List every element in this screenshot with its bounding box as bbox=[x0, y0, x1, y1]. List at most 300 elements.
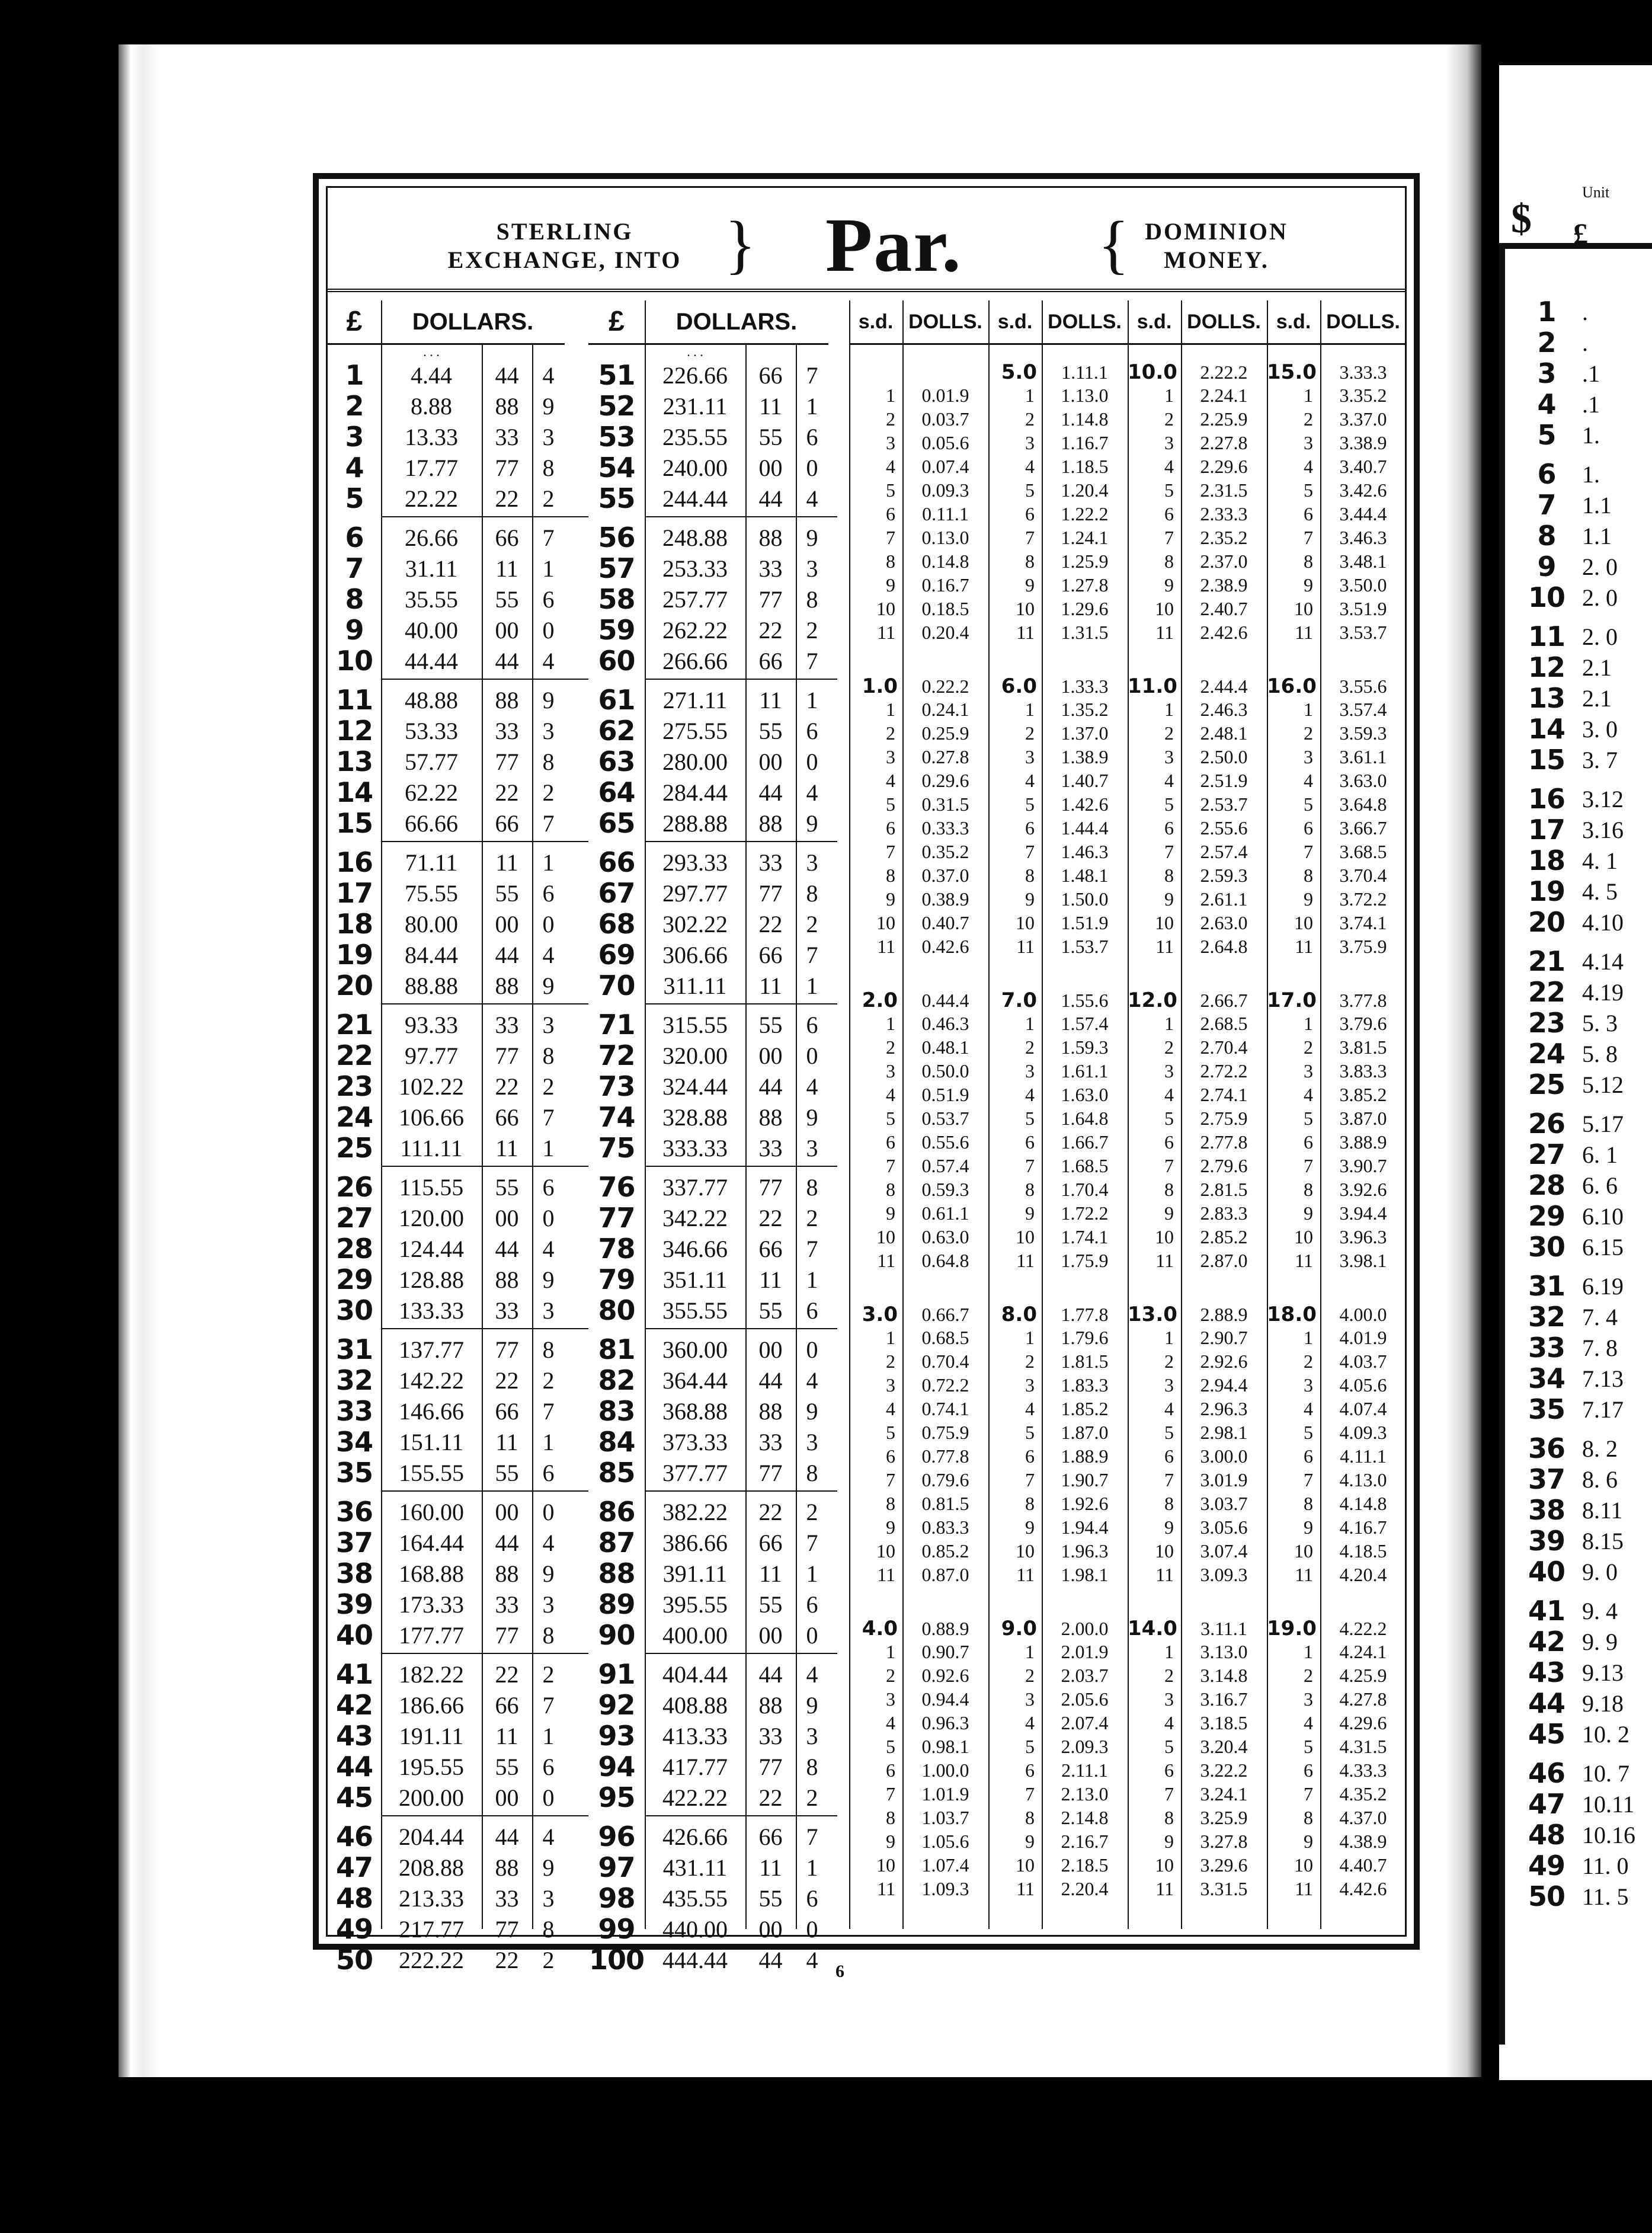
pence-value: 3 bbox=[1304, 1060, 1313, 1082]
sd-row bbox=[988, 1711, 1128, 1735]
table-row bbox=[588, 1365, 837, 1396]
sd-row bbox=[849, 816, 988, 840]
cents-value: 88 bbox=[758, 810, 783, 837]
next-page-value: 20 bbox=[1528, 906, 1565, 938]
sd-row bbox=[849, 698, 988, 721]
pence-value: 4 bbox=[1025, 769, 1035, 791]
next-page-row bbox=[1511, 876, 1618, 907]
dolls-value: 3.40.7 bbox=[1339, 455, 1387, 477]
sd-row bbox=[988, 935, 1128, 958]
mills-value: 4 bbox=[806, 779, 818, 806]
pence-value: 4 bbox=[1164, 1397, 1174, 1419]
table-row bbox=[588, 684, 837, 715]
pound-value: 36 bbox=[335, 1496, 373, 1528]
next-page-row bbox=[1511, 1271, 1624, 1301]
dolls-value: 0.25.9 bbox=[921, 722, 969, 744]
sd-head-label: 1.0 bbox=[862, 674, 898, 698]
pence-value: 7 bbox=[886, 526, 895, 548]
sd-row bbox=[1128, 1877, 1267, 1901]
mills-value: 9 bbox=[542, 686, 555, 714]
pound-value: 60 bbox=[598, 645, 635, 677]
sd-row bbox=[1128, 840, 1267, 863]
mills-value: 8 bbox=[806, 1753, 818, 1780]
dolls-value: 2.31.5 bbox=[1200, 479, 1248, 501]
cents-value: 44 bbox=[495, 941, 519, 968]
dolls-value: 3.16.7 bbox=[1200, 1688, 1248, 1710]
pound-value: 19 bbox=[335, 939, 373, 971]
sd-row bbox=[988, 549, 1128, 573]
mills-value: 8 bbox=[542, 1621, 555, 1649]
mills-value: 4 bbox=[806, 1073, 818, 1100]
pence-value: 9 bbox=[1164, 1830, 1174, 1852]
dolls-value: 1.13.0 bbox=[1061, 384, 1109, 406]
dollar-value: 200.00 bbox=[399, 1784, 464, 1811]
table-row bbox=[588, 1558, 837, 1589]
cents-value: 88 bbox=[495, 972, 519, 999]
pence-value: 7 bbox=[1304, 840, 1313, 862]
dollar-value: 311.11 bbox=[663, 972, 727, 999]
sd-row bbox=[988, 383, 1128, 407]
sd-row bbox=[988, 1444, 1128, 1468]
pence-value: 8 bbox=[1304, 1492, 1313, 1514]
pence-value: 4 bbox=[886, 1711, 895, 1733]
header-right-line2: MONEY. bbox=[1164, 247, 1269, 273]
table-row bbox=[328, 1852, 588, 1883]
sd-row bbox=[1128, 792, 1267, 816]
shillings-pence-section bbox=[849, 300, 1418, 1929]
pence-value: 1 bbox=[1025, 1640, 1035, 1662]
pence-value: 9 bbox=[886, 1202, 895, 1224]
cents-value: 22 bbox=[495, 1946, 519, 1973]
sd-row bbox=[1267, 1201, 1406, 1225]
sd-row bbox=[849, 502, 988, 526]
dollar-value: 44.44 bbox=[405, 647, 458, 674]
sd-row bbox=[988, 1539, 1128, 1563]
pence-value: 1 bbox=[1164, 1640, 1174, 1662]
next-page-dollars: 1. bbox=[1582, 460, 1600, 488]
dolls-value: 3.77.8 bbox=[1339, 989, 1387, 1011]
sd-head-label: 12.0 bbox=[1128, 988, 1177, 1012]
dolls-value: 3.72.2 bbox=[1339, 888, 1387, 910]
dolls-value: 4.01.9 bbox=[1339, 1326, 1387, 1348]
pence-value: 6 bbox=[886, 1445, 895, 1467]
table-row bbox=[328, 452, 588, 483]
next-page-dollars: 2. 0 bbox=[1582, 623, 1618, 650]
next-page-value: 5 bbox=[1537, 419, 1556, 451]
group-divider bbox=[381, 516, 588, 517]
sd-row bbox=[1267, 1397, 1406, 1421]
next-page-dollars: 6.19 bbox=[1582, 1272, 1624, 1300]
sd-row bbox=[988, 887, 1128, 911]
pound-value: 16 bbox=[335, 846, 373, 878]
mills-value: 0 bbox=[542, 616, 555, 644]
next-page-row bbox=[1511, 490, 1612, 520]
sd-row bbox=[1267, 1877, 1406, 1901]
pence-value: 3 bbox=[1304, 746, 1313, 767]
dollar-value: 124.44 bbox=[399, 1235, 464, 1262]
pence-value: 3 bbox=[886, 1374, 895, 1396]
dolls-value: 2.72.2 bbox=[1200, 1060, 1248, 1082]
dolls-value: 4.22.2 bbox=[1339, 1617, 1387, 1639]
pound-value: 2 bbox=[345, 390, 364, 422]
cents-value: 55 bbox=[495, 1459, 519, 1486]
dolls-value: 1.88.9 bbox=[1061, 1445, 1109, 1467]
pound-value: 25 bbox=[335, 1132, 373, 1164]
cents-value: 88 bbox=[758, 524, 783, 551]
sd-row bbox=[849, 911, 988, 935]
cents-value: 44 bbox=[495, 1235, 519, 1262]
pence-value: 11 bbox=[877, 1563, 895, 1585]
dolls-value: 1.38.9 bbox=[1061, 746, 1109, 767]
sd-row bbox=[988, 745, 1128, 769]
sd-block-head-row bbox=[849, 1616, 988, 1641]
next-page-dollars: 2. 0 bbox=[1582, 553, 1618, 580]
sd-row bbox=[1267, 1178, 1406, 1201]
mills-value: 7 bbox=[542, 1397, 555, 1425]
dollar-value: 297.77 bbox=[662, 879, 728, 907]
dollar-value: 93.33 bbox=[405, 1011, 458, 1038]
table-row bbox=[328, 360, 588, 391]
pence-value: 8 bbox=[886, 864, 895, 886]
dolls-value: 0.29.6 bbox=[921, 769, 969, 791]
dollar-value: 333.33 bbox=[662, 1134, 728, 1162]
dolls-value: 3.61.1 bbox=[1339, 746, 1387, 767]
cents-value: 66 bbox=[758, 361, 783, 389]
dolls-value: 3.74.1 bbox=[1339, 911, 1387, 933]
sd-row bbox=[988, 1468, 1128, 1492]
next-page-row bbox=[1511, 327, 1588, 358]
mills-value: 9 bbox=[806, 1691, 818, 1719]
next-page-dollars: 9.18 bbox=[1582, 1690, 1624, 1717]
group-divider bbox=[381, 1003, 588, 1004]
pence-value: 2 bbox=[886, 1664, 895, 1686]
next-page-value: 32 bbox=[1528, 1301, 1565, 1333]
dolls-value: 0.88.9 bbox=[921, 1617, 969, 1639]
column-header-pound: £ bbox=[328, 300, 381, 345]
next-page-dollars: . bbox=[1582, 298, 1588, 325]
dolls-value: 4.05.6 bbox=[1339, 1374, 1387, 1396]
table-row bbox=[588, 391, 837, 421]
dollar-value: 324.44 bbox=[662, 1073, 728, 1100]
dolls-value: 4.03.7 bbox=[1339, 1350, 1387, 1372]
next-page-dollars: 7.13 bbox=[1582, 1365, 1624, 1392]
dolls-value: 1.64.8 bbox=[1061, 1107, 1109, 1129]
pence-value: 11 bbox=[1155, 1563, 1174, 1585]
mills-value: 3 bbox=[542, 1885, 555, 1912]
dolls-value: 0.77.8 bbox=[921, 1445, 969, 1467]
pence-value: 3 bbox=[886, 1688, 895, 1710]
table-row bbox=[328, 1071, 588, 1102]
dollar-value: 240.00 bbox=[662, 454, 728, 481]
dolls-value: 1.44.4 bbox=[1061, 817, 1109, 839]
dolls-value: 3.22.2 bbox=[1200, 1759, 1248, 1781]
next-page-row bbox=[1511, 1363, 1624, 1394]
pence-value: 7 bbox=[1025, 1469, 1035, 1490]
dollar-value: 48.88 bbox=[405, 686, 458, 714]
dolls-value: 3.14.8 bbox=[1200, 1664, 1248, 1686]
page-number: 6 bbox=[835, 1962, 844, 1981]
dollar-value: 435.55 bbox=[662, 1885, 728, 1912]
dolls-value: 0.83.3 bbox=[921, 1516, 969, 1538]
sd-row bbox=[988, 698, 1128, 721]
pence-value: 3 bbox=[886, 431, 895, 453]
sd-row bbox=[849, 1515, 988, 1539]
cents-value: 44 bbox=[495, 1823, 519, 1850]
next-page-dollars: 1. bbox=[1582, 421, 1600, 449]
next-page-dollars: . bbox=[1582, 329, 1588, 356]
mills-value: 0 bbox=[806, 1042, 818, 1069]
sd-row bbox=[988, 1130, 1128, 1154]
pence-value: 10 bbox=[1294, 1854, 1313, 1876]
pence-value: 7 bbox=[1304, 1783, 1313, 1805]
mills-value: 7 bbox=[806, 361, 818, 389]
next-page-value: 26 bbox=[1528, 1108, 1565, 1140]
dolls-value: 3.83.3 bbox=[1339, 1060, 1387, 1082]
dolls-value: 0.16.7 bbox=[921, 574, 969, 596]
next-page-value: 37 bbox=[1528, 1463, 1565, 1495]
table-row bbox=[588, 1202, 837, 1233]
next-page-value: 41 bbox=[1528, 1595, 1565, 1627]
pence-value: 11 bbox=[877, 1877, 895, 1899]
pound-value: 46 bbox=[335, 1821, 373, 1853]
table-row bbox=[588, 553, 837, 584]
sd-row bbox=[1128, 502, 1267, 526]
mills-value: 3 bbox=[542, 717, 555, 744]
sd-row bbox=[849, 769, 988, 792]
next-page-dollars: 6.15 bbox=[1582, 1233, 1624, 1261]
sd-row bbox=[988, 1225, 1128, 1249]
cents-value: 66 bbox=[758, 1235, 783, 1262]
mills-value: 4 bbox=[806, 1367, 818, 1394]
pence-value: 5 bbox=[1304, 1421, 1313, 1443]
next-page-dollars: 9.13 bbox=[1582, 1659, 1624, 1686]
dolls-value: 0.70.4 bbox=[921, 1350, 969, 1372]
pence-value: 4 bbox=[1304, 1397, 1313, 1419]
next-page-row bbox=[1511, 1556, 1618, 1587]
pound-value: 99 bbox=[598, 1913, 635, 1945]
cents-value: 00 bbox=[495, 1784, 519, 1811]
dolls-value: 0.22.2 bbox=[921, 675, 969, 697]
next-page-value: 9 bbox=[1537, 551, 1556, 583]
next-page-dollars: 3. 0 bbox=[1582, 715, 1618, 743]
next-page-value: 1 bbox=[1537, 296, 1556, 328]
next-page-row bbox=[1511, 1525, 1624, 1556]
table-row bbox=[588, 421, 837, 452]
dolls-value: 0.27.8 bbox=[921, 746, 969, 767]
cents-value: 11 bbox=[495, 1428, 518, 1455]
pence-value: 10 bbox=[876, 597, 895, 619]
sd-row bbox=[1267, 1687, 1406, 1711]
pound-value: 18 bbox=[335, 908, 373, 940]
table-row bbox=[328, 1558, 588, 1589]
sd-row bbox=[849, 1083, 988, 1106]
pence-value: 3 bbox=[1304, 1374, 1313, 1396]
sd-row bbox=[849, 383, 988, 407]
pence-value: 6 bbox=[886, 817, 895, 839]
dollar-value: 4.44 bbox=[411, 361, 452, 389]
next-page-value: 18 bbox=[1528, 844, 1565, 876]
dollar-value: 337.77 bbox=[662, 1173, 728, 1201]
cents-value: 77 bbox=[495, 1042, 519, 1069]
pound-value: 94 bbox=[598, 1751, 635, 1783]
sd-row bbox=[988, 1349, 1128, 1373]
pence-value: 8 bbox=[1164, 1178, 1174, 1200]
next-page-row bbox=[1511, 1495, 1623, 1525]
pound-value: 26 bbox=[335, 1171, 373, 1203]
sd-row bbox=[1128, 1539, 1267, 1563]
cents-value: 55 bbox=[495, 586, 519, 613]
next-page-row bbox=[1511, 783, 1624, 814]
pound-value: 35 bbox=[335, 1457, 373, 1489]
pence-value: 10 bbox=[876, 1226, 895, 1247]
next-page-row bbox=[1511, 1038, 1618, 1069]
sd-row bbox=[1267, 769, 1406, 792]
dolls-value: 1.79.6 bbox=[1061, 1326, 1109, 1348]
next-page-edge bbox=[1499, 65, 1652, 2080]
sd-head-label: 6.0 bbox=[1001, 674, 1037, 698]
next-page-dollars: .1 bbox=[1582, 360, 1600, 387]
dolls-value: 1.48.1 bbox=[1061, 864, 1109, 886]
sd-row bbox=[849, 1853, 988, 1877]
cents-value: 55 bbox=[495, 1753, 519, 1780]
pence-value: 6 bbox=[1025, 1445, 1035, 1467]
dolls-value: 2.27.8 bbox=[1200, 431, 1248, 453]
next-page-table bbox=[1499, 243, 1652, 2045]
pound-value: 65 bbox=[598, 807, 635, 839]
dollar-value: 426.66 bbox=[662, 1823, 728, 1850]
dolls-value: 4.20.4 bbox=[1339, 1563, 1387, 1585]
pound-value: 70 bbox=[598, 970, 635, 1002]
dolls-value: 1.81.5 bbox=[1061, 1350, 1109, 1372]
dolls-value: 2.13.0 bbox=[1061, 1783, 1109, 1805]
dollar-value: 177.77 bbox=[399, 1621, 464, 1649]
next-page-dollars: 5. 3 bbox=[1582, 1009, 1618, 1036]
table-row bbox=[588, 483, 837, 514]
pound-value: 86 bbox=[598, 1496, 635, 1528]
cents-value: 22 bbox=[495, 1073, 519, 1100]
next-page-value: 38 bbox=[1528, 1494, 1565, 1526]
dollar-value: 22.22 bbox=[405, 485, 458, 512]
cents-value: 44 bbox=[758, 1661, 783, 1688]
dolls-value: 2.61.1 bbox=[1200, 888, 1248, 910]
pence-value: 9 bbox=[1025, 888, 1035, 910]
next-page-dollars: 4. 5 bbox=[1582, 878, 1618, 905]
pound-value: 74 bbox=[598, 1101, 635, 1133]
pence-value: 2 bbox=[1304, 722, 1313, 744]
next-page-dollars: 8.15 bbox=[1582, 1527, 1624, 1554]
mills-value: 2 bbox=[806, 1784, 818, 1811]
group-divider bbox=[645, 1003, 837, 1004]
dolls-value: 1.03.7 bbox=[921, 1806, 969, 1828]
dollar-value: 191.11 bbox=[399, 1722, 464, 1749]
next-page-dollars: 1.1 bbox=[1582, 491, 1612, 519]
mills-value: 2 bbox=[542, 1073, 555, 1100]
sd-row bbox=[1267, 840, 1406, 863]
pence-value: 1 bbox=[1164, 384, 1174, 406]
pence-value: 10 bbox=[876, 1540, 895, 1562]
pence-value: 7 bbox=[1164, 840, 1174, 862]
pence-value: 2 bbox=[886, 1036, 895, 1058]
dollar-value: 102.22 bbox=[399, 1073, 464, 1100]
dolls-value: 1.98.1 bbox=[1061, 1563, 1109, 1585]
pound-value: 6 bbox=[345, 522, 364, 554]
ellipsis-dots: . . . bbox=[687, 344, 703, 359]
next-page-value: 34 bbox=[1528, 1362, 1565, 1394]
pence-value: 6 bbox=[1164, 503, 1174, 524]
pence-value: 10 bbox=[1016, 1540, 1035, 1562]
next-page-row bbox=[1511, 1758, 1629, 1789]
dolls-value: 3.57.4 bbox=[1339, 698, 1387, 720]
pence-value: 3 bbox=[1164, 1374, 1174, 1396]
sd-row bbox=[988, 1012, 1128, 1035]
pence-value: 1 bbox=[886, 1326, 895, 1348]
table-row bbox=[588, 1071, 837, 1102]
dollar-value: 253.33 bbox=[662, 555, 728, 582]
dolls-value: 1.00.0 bbox=[921, 1759, 969, 1781]
mills-value: 0 bbox=[806, 1336, 818, 1363]
dollar-value: 84.44 bbox=[405, 941, 458, 968]
sd-row bbox=[988, 526, 1128, 549]
pound-value: 79 bbox=[598, 1263, 635, 1295]
dolls-value: 1.25.9 bbox=[1061, 550, 1109, 572]
sd-row bbox=[1267, 526, 1406, 549]
sd-head-label: 4.0 bbox=[862, 1617, 898, 1640]
dollar-value: 53.33 bbox=[405, 717, 458, 744]
pence-value: 10 bbox=[1155, 1854, 1174, 1876]
dolls-value: 3.88.9 bbox=[1339, 1131, 1387, 1153]
sd-row bbox=[988, 1059, 1128, 1083]
mills-value: 2 bbox=[806, 1204, 818, 1231]
mills-value: 6 bbox=[806, 717, 818, 744]
dollar-value: 377.77 bbox=[662, 1459, 728, 1486]
sd-head-label: 2.0 bbox=[862, 988, 898, 1012]
pence-value: 11 bbox=[1155, 1877, 1174, 1899]
pence-value: 4 bbox=[1304, 1711, 1313, 1733]
sd-row bbox=[1267, 597, 1406, 620]
mills-value: 7 bbox=[542, 524, 555, 551]
mills-value: 7 bbox=[542, 1691, 555, 1719]
mills-value: 3 bbox=[806, 1134, 818, 1162]
sd-row bbox=[1267, 455, 1406, 478]
sd-row bbox=[1128, 1711, 1267, 1735]
sd-row bbox=[988, 863, 1128, 887]
pound-value: 78 bbox=[598, 1233, 635, 1265]
next-page-row bbox=[1511, 358, 1600, 389]
dollar-value: 217.77 bbox=[399, 1915, 464, 1943]
sd-row bbox=[1128, 1492, 1267, 1515]
next-page-dollars: 4.19 bbox=[1582, 978, 1624, 1006]
pence-value: 9 bbox=[1304, 1202, 1313, 1224]
next-page-dollars: 2.1 bbox=[1582, 684, 1612, 712]
sd-row bbox=[1267, 721, 1406, 745]
pound-value: 89 bbox=[598, 1588, 635, 1620]
sd-row bbox=[1128, 1663, 1267, 1687]
sd-row bbox=[1267, 1035, 1406, 1059]
sd-row bbox=[988, 1178, 1128, 1201]
sd-row bbox=[988, 1877, 1128, 1901]
dolls-value: 3.03.7 bbox=[1200, 1492, 1248, 1514]
mills-value: 2 bbox=[542, 1661, 555, 1688]
dolls-value: 2.48.1 bbox=[1200, 722, 1248, 744]
pound-value: 37 bbox=[335, 1527, 373, 1559]
pence-value: 1 bbox=[1304, 1326, 1313, 1348]
cents-value: 77 bbox=[495, 454, 519, 481]
dolls-value: 2.24.1 bbox=[1200, 384, 1248, 406]
dolls-value: 0.92.6 bbox=[921, 1664, 969, 1686]
next-page-value: 39 bbox=[1528, 1525, 1565, 1557]
dolls-value: 1.63.0 bbox=[1061, 1083, 1109, 1105]
sd-row bbox=[1128, 1853, 1267, 1877]
